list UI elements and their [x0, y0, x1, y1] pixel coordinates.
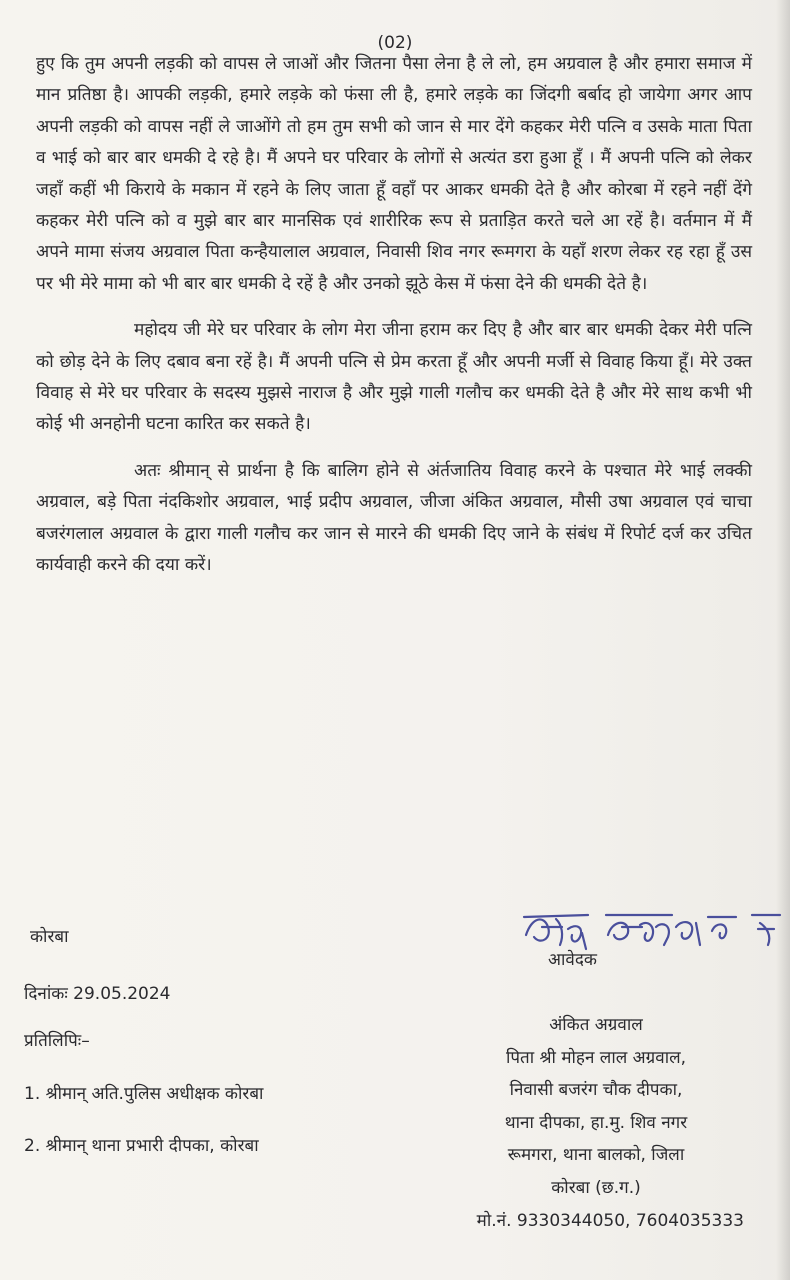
address-line: निवासी बजरंग चौक दीपका, — [509, 1080, 683, 1101]
paragraph-2: महोदय जी मेरे घर परिवार के लोग मेरा जीना हराम कर दिए है और बार बार धमकी देकर मेरी पत्नि को छोड़ देने के लिए दबाव बना रहें है। मैं अपनी पत्नि से प्रेम करता हूँ और अपनी मर्जी से विवाह किया हूँ। मेरे उक्त विवाह से मेरे घर परिवार के सदस्य मुझसे नाराज है और मुझे गाली गलौच कर धमकी देते है और मेरे साथ कभी भी कोई भी अनहोनी घटना कारित कर सकते है। — [36, 320, 752, 435]
letter-body — [36, 49, 752, 582]
applicant-address — [440, 1009, 752, 1237]
paragraph-1: हुए कि तुम अपनी लड़की को वापस ले जाओं और जितना पैसा लेना है ले लो, हम अग्रवाल है और हमारा समाज में मान प्रतिष्ठा है। आपकी लड़की, हमारे लड़के को फंसा ली है, हमारे लड़के का जिंदगी बर्बाद हो जायेगा अगर आप अपनी लड़की को वापस नहीं ले जाओंगे तो हम तुम सभी को जान से मार देंगे कहकर मेरी पत्नि व उसके माता पिता व भाई को बार बार धमकी दे रहे है। मैं अपने घर परिवार के लोगों से अत्यंत डरा हुआ हूँ । मैं अपनी पत्नि को लेकर जहाँ कहीं भी किराये के मकान में रहने के लिए जाता हूँ वहाँ पर आकर धमकी देते है और कोरबा में रहने नहीं देंगे कहकर मेरी पत्नि को व मुझे बार बार मानसिक एवं शारीरिक रूप से प्रताड़ित करते चले आ रहें है। वर्तमान में मैं अपने मामा संजय अग्रवाल पिता कन्हैयालाल अग्रवाल, निवासी शिव नगर रूमगरा के यहाँ शरण लेकर रह रहा हूँ उस पर भी मेरे मामा को भी बार बार धमकी दे रहें है और उनको झूठे केस में फंसा देने की धमकी देते है। — [36, 54, 752, 294]
copy-item: 2. श्रीमान् थाना प्रभारी दीपका, कोरबा — [24, 1136, 259, 1156]
copy-item: 1. श्रीमान् अति.पुलिस अधीक्षक कोरबा — [24, 1084, 264, 1104]
paragraph-3: अतः श्रीमान् से प्रार्थना है कि बालिग होने से अंर्तजातिय विवाह करने के पश्चात मेरे भाई लक्की अग्रवाल, बड़े पिता नंदकिशोर अग्रवाल, भाई प्रदीप अग्रवाल, जीजा अंकित अग्रवाल, मौसी उषा अग्रवाल एवं चाचा बजरंगलाल अग्रवाल के द्वारा गाली गलौच कर जान से मारने की धमकी दिए जाने के संबंध में रिपोर्ट दर्ज कर उचित कार्यवाही करने की दया करें। — [36, 460, 752, 576]
page-number: (02) — [377, 33, 413, 53]
copy-list — [24, 1081, 263, 1185]
address-line: कोरबा (छ.ग.) — [551, 1177, 641, 1198]
place: कोरबा — [30, 927, 69, 947]
page-edge-shadow — [776, 0, 790, 1280]
address-line: रूमगरा, थाना बालको, जिला — [507, 1145, 685, 1166]
date: दिनांकः 29.05.2024 — [24, 984, 171, 1004]
address-line: थाना दीपका, हा.मु. शिव नगर — [504, 1112, 688, 1133]
applicant-title: आवेदक — [548, 950, 597, 970]
copy-label: प्रतिलिपिः– — [24, 1031, 90, 1051]
applicant-name: अंकित अग्रवाल — [549, 1015, 643, 1035]
address-line: पिता श्री मोहन लाल अग्रवाल, — [505, 1047, 687, 1068]
mobile-number: मो.नं. 9330344050, 7604035333 — [476, 1210, 744, 1231]
